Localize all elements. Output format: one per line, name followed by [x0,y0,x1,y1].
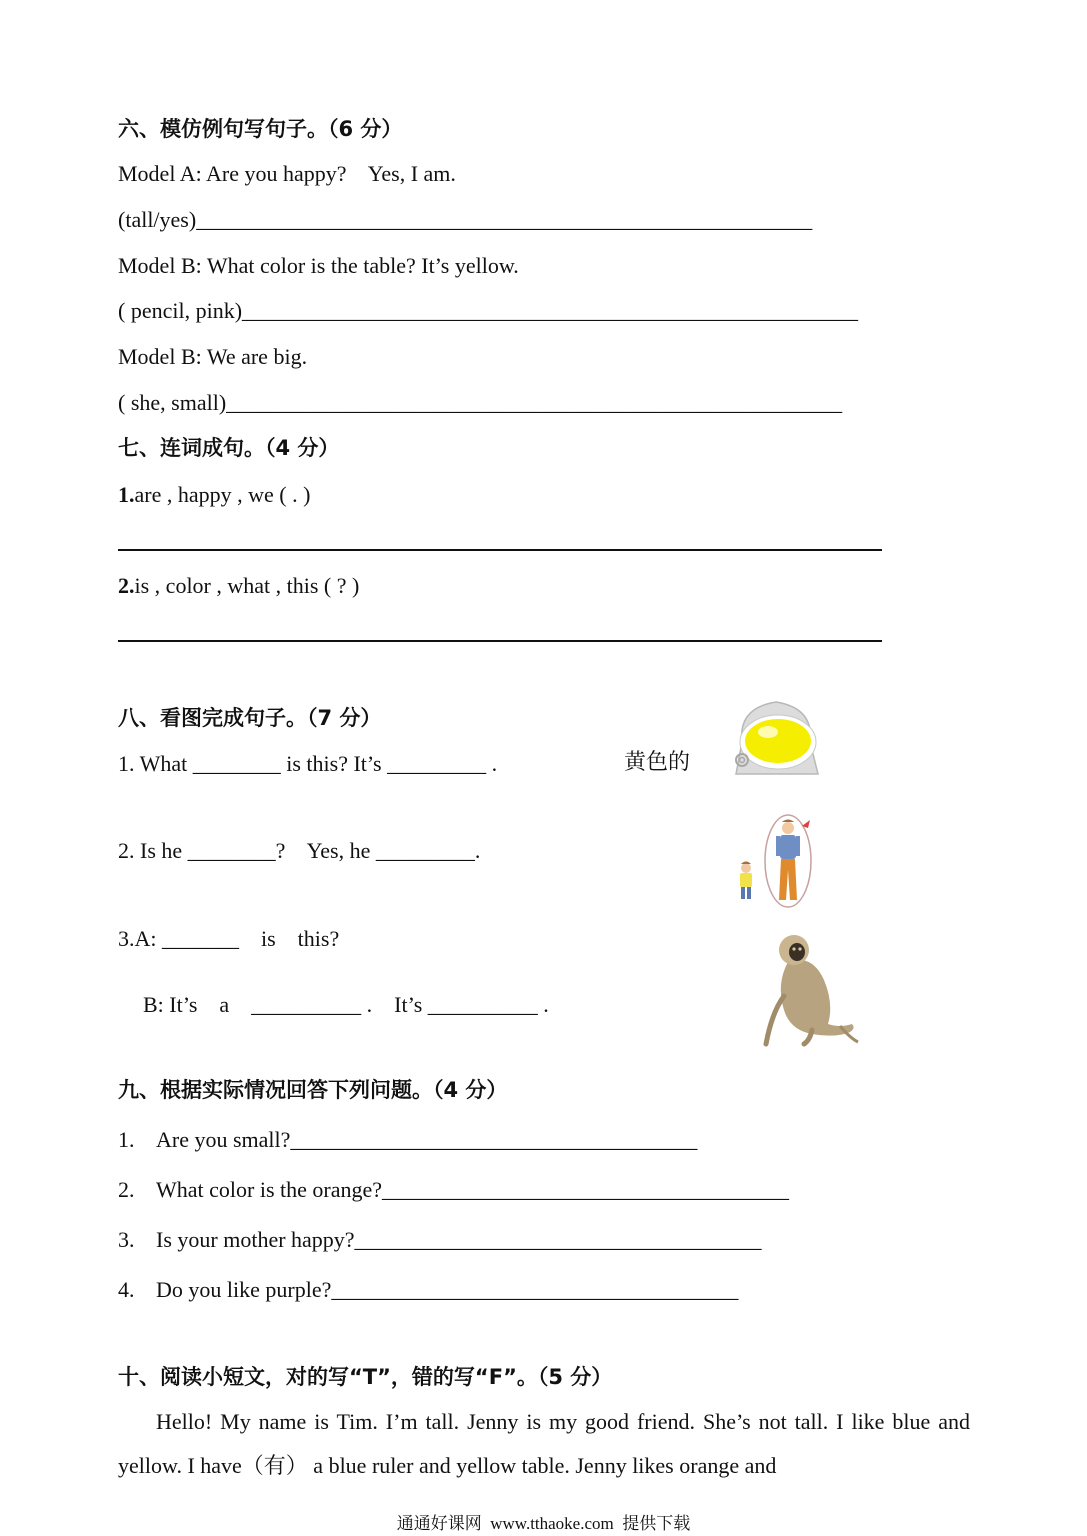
section-6-title: 六、模仿例句写句子。（6 分） [118,117,403,141]
section-9-question-2 [118,1177,790,1203]
model-c-text: Model B: We are big. [118,344,308,369]
question-words: is , color , what , this ( ? ) [134,573,360,598]
section-9-question-1 [118,1127,698,1153]
section-8-title: 八、看图完成句子。（7 分） [118,706,382,730]
question-number: 3. [118,1227,135,1252]
section-8-question-2: 2. Is he ________? Yes, he _________. [118,838,481,863]
question-text: What color is the orange?_____________________________________ [156,1177,790,1202]
section-6-question-1: (tall/yes)________________________________________________________ [118,207,813,232]
model-b-text: Model B: What color is the table? It’s yellow. [118,253,519,278]
model-a-text: Model A: Are you happy? Yes, I am. [118,161,456,186]
section-9-question-4 [118,1277,739,1303]
answer-line [118,640,882,642]
monkey-image [754,926,860,1052]
section-6-question-3: ( she, small)________________________________________________________ [118,390,843,415]
section-6-question-2: ( pencil, pink)________________________________________________________ [118,298,859,323]
section-8-question-3a: 3.A: _______ is this? [118,926,340,951]
chinese-hint-yellow: 黄色的 [624,750,691,775]
section-7-title: 七、连词成句。（4 分） [118,436,340,460]
yellow-lamp-image [728,694,824,780]
reading-passage: Hello! My name is Tim. I’m tall. Jenny is my good friend. She’s not tall. I like blue and yellow. I have（有） a blue ruler and yellow table. Jenny likes orange and [118,1409,970,1478]
question-text: Do you like purple?_____________________________________ [156,1277,739,1302]
question-number: 2. [118,1177,135,1202]
section-7-question-2 [118,573,359,599]
section-9-title: 九、根据实际情况回答下列问题。（4 分） [118,1078,508,1102]
answer-line [118,549,882,551]
question-words: are , happy , we ( . ) [134,482,311,507]
section-7-question-1 [118,482,310,508]
question-number: 1. [118,482,135,507]
section-10-title: 十、阅读小短文，对的写“T”，错的写“F”。（5 分） [118,1365,613,1389]
question-number: 1. [118,1127,135,1152]
section-8-question-3b: B: It’s a __________ . It’s __________ . [143,992,549,1017]
tall-man-short-boy-image [730,814,816,910]
question-text: Are you small?_____________________________________ [156,1127,698,1152]
footer-source: 通通好课网 www.tthaoke.com 提供下载 [396,1514,691,1533]
question-number: 2. [118,573,135,598]
question-text: Is your mother happy?_____________________________________ [156,1227,762,1252]
question-number: 4. [118,1277,135,1302]
section-9-question-3 [118,1227,762,1253]
section-8-question-1: 1. What ________ is this? It’s _________ . [118,751,498,776]
